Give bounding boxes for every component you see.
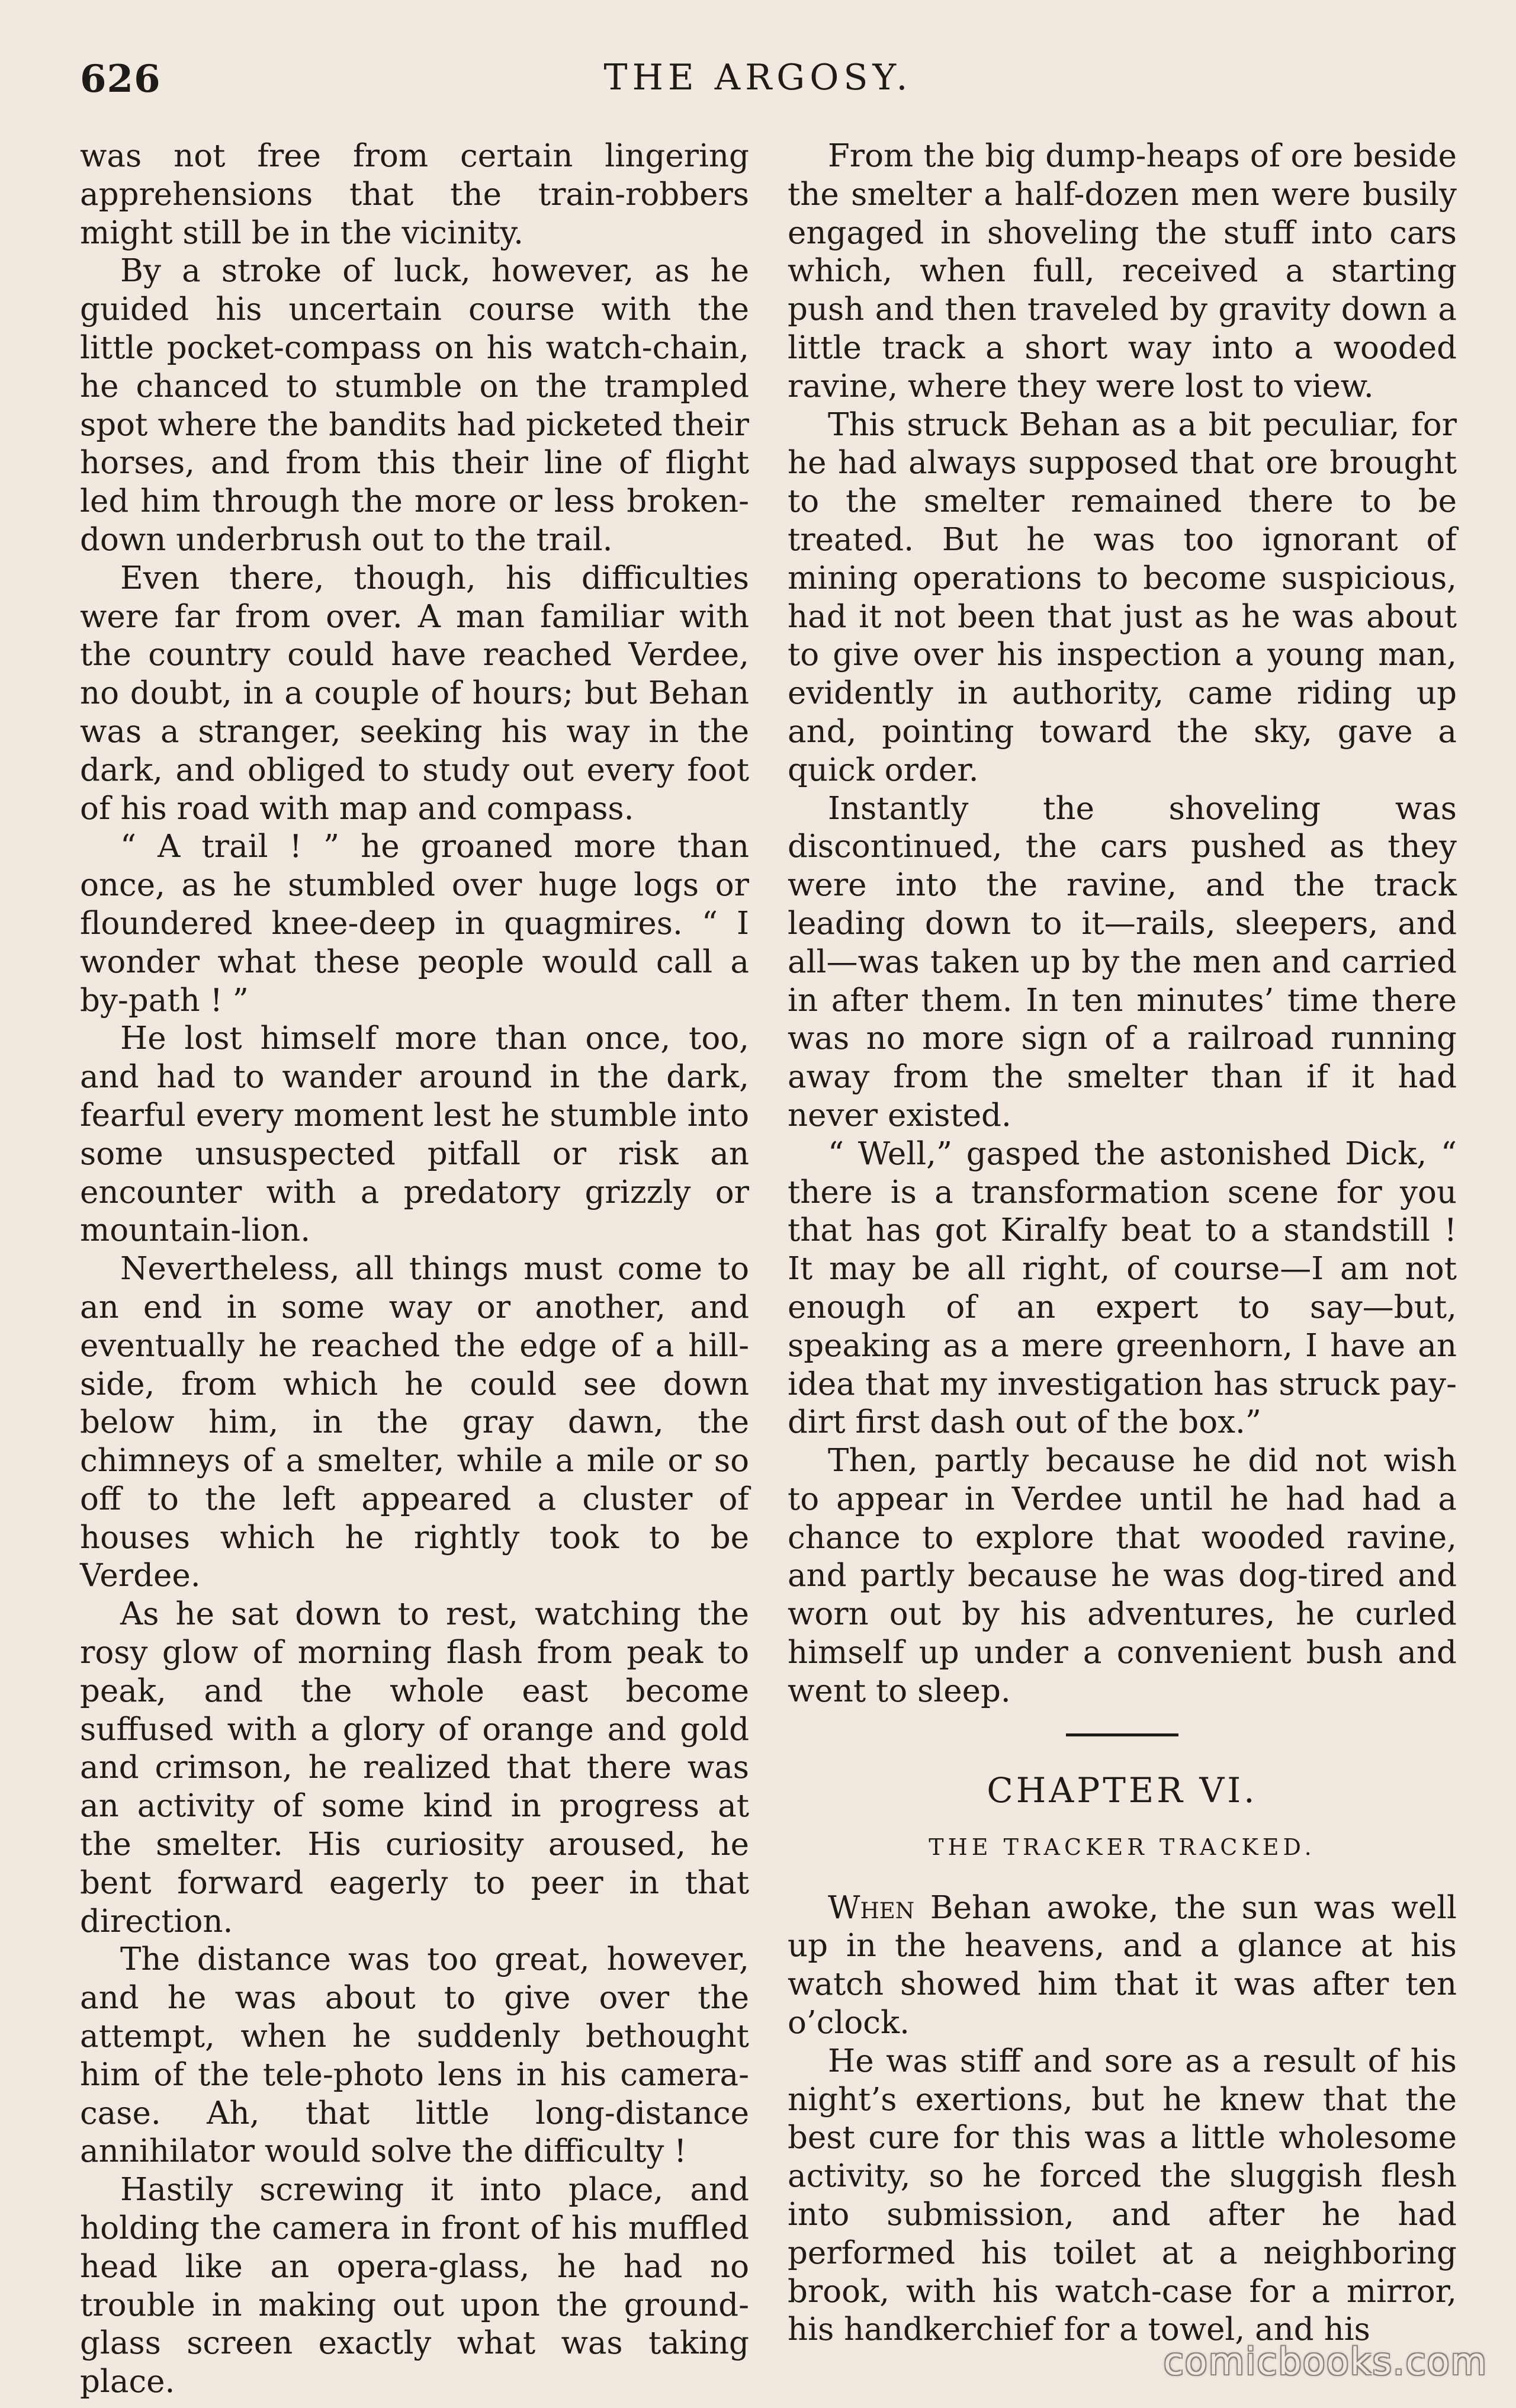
paragraph: Even there, though, his difficulties were far from over. A man familiar with the country could have reached Verdee, no doubt, in a couple of hours; but Behan was a stranger, seeking his way in the dark, and obliged to study out every foot of his road with map and compass. [80, 560, 749, 827]
paragraph: From the big dump-heaps of ore beside the smelter a half-dozen men were busily engaged in shoveling the stuff into cars which, when full, received a starting push and then traveled by gravity down a little track a short way into a wooded ravine, where they were lost to view. [788, 138, 1457, 404]
paragraph: As he sat down to rest, watching the rosy glow of morning flash from peak to peak, and the whole east become suffused with a glory of orange and gold and crimson, he realized that there was an activity of some kind in progress at the smelter. His curiosity aroused, he bent forward eagerly to peer in that direction. [80, 1596, 749, 1940]
paragraph-text: Behan awoke, the sun was well up in the heavens, and a glance at his watch showed him that it was after ten o’clock. [788, 1889, 1457, 2041]
paragraph: “ Well,” gasped the astonished Dick, “ there is a transformation scene for you that has got Kiralfy beat to a standstill ! It may be all right, of course—I am not enough of an expert to say—but, speaking as a mere greenhorn, I have an idea that my investigation has struck pay-dirt first dash out of the box.” [788, 1135, 1457, 1441]
paragraph: was not free from certain lingering apprehensions that the train-robbers might still be in the vicinity. [80, 138, 749, 251]
paragraph: Nevertheless, all things must come to an end in some way or another, and eventually he reached the edge of a hill-side, from which he could see down below him, in the gray dawn, the chimneys of a smelter, while a mile or so off to the left appeared a cluster of houses which he rightly took to be Verdee. [80, 1251, 749, 1594]
running-head: THE ARGOSY. [603, 57, 913, 98]
paragraph: Instantly the shoveling was discontinued, the cars pushed as they were into the ravine, and the track leading down to it—rails, sleepers, and all—was taken up by the men and carried in after them. In ten minutes’ time there was no more sign of a railroad running away from the smelter than if it had never existed. [788, 790, 1457, 1134]
paragraph: By a stroke of luck, however, as he guided his uncertain course with the little pocket-compass on his watch-chain, he chanced to stumble on the trampled spot where the bandits had picketed their horses, and from this their line of flight led him through the more or less broken-down underbrush out to the trail. [80, 253, 749, 558]
chapter-subtitle: THE TRACKER TRACKED. [929, 1834, 1316, 1860]
paragraph: He was stiff and sore as a result of his night’s exertions, but he knew that the best cure for this was a little wholesome activity, so he forced the sluggish flesh into submission, and after he had performed his toilet at a neighboring brook, with his watch-case for a mirror, his handkerchief for a towel, and his [788, 2043, 1457, 2348]
page-header [0, 57, 1516, 110]
paragraph: “ A trail ! ” he groaned more than once, as he stumbled over huge logs or floundered knee-deep in quagmires. “ I wonder what these people would call a by-path ! ” [80, 829, 749, 1019]
paragraph: The distance was too great, however, and he was about to give over the attempt, when he suddenly bethought him of the tele-photo lens in his camera-case. Ah, that little long-distance annihilator would solve the difficulty ! [80, 1941, 749, 2170]
right-column [788, 137, 1457, 2364]
watermark: comicbooks.com [1163, 2340, 1488, 2383]
paragraph: Hastily screwing it into place, and holding the camera in front of his muffled head like an opera-glass, he had no trouble in making out upon the ground-glass screen exactly what was taking place. [80, 2172, 749, 2400]
page-number: 626 [80, 57, 161, 101]
section-divider [1066, 1733, 1178, 1736]
paragraph [788, 1889, 1457, 2043]
paragraph: Then, partly because he did not wish to appear in Verdee until he had had a chance to explore that wooded ravine, and partly because he was dog-tired and worn out by his adventures, he curled himself up under a convenient bush and went to sleep. [788, 1443, 1457, 1709]
lead-word: When [828, 1889, 915, 1926]
paragraph: He lost himself more than once, too, and had to wander around in the dark, fearful every moment lest he stumble into some unsuspected pitfall or risk an encounter with a predatory grizzly or mountain-lion. [80, 1020, 749, 1249]
left-column [80, 137, 749, 2400]
chapter-title: CHAPTER VI. [987, 1770, 1258, 1810]
paragraph: This struck Behan as a bit peculiar, for he had always supposed that ore brought to the smelter remained there to be treated. But he was too ignorant of mining operations to become suspicious, had it not been that just as he was about to give over his inspection a young man, evidently in authority, came riding up and, pointing toward the sky, gave a quick order. [788, 406, 1457, 788]
